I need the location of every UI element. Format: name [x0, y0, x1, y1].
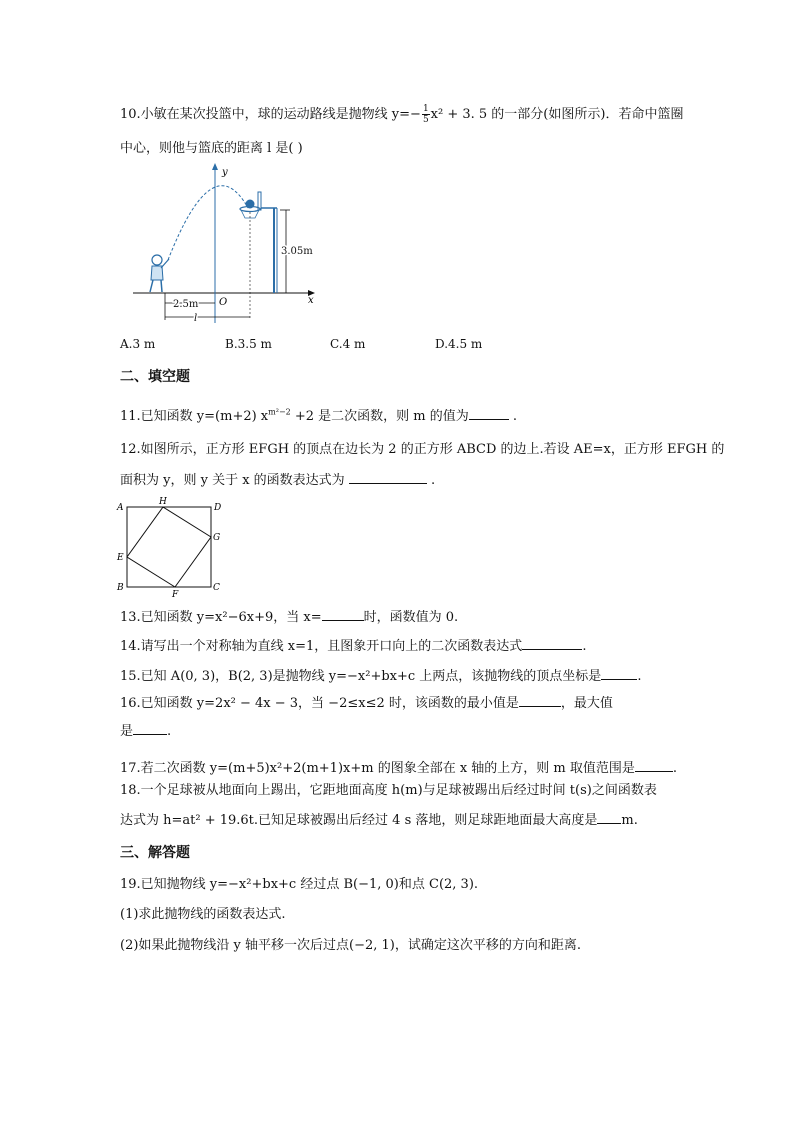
vertex-f-label: F [172, 590, 179, 599]
basketball-figure [128, 160, 328, 325]
q12-answer-blank[interactable] [349, 471, 427, 484]
x-axis-label: x [308, 295, 314, 306]
q10-line-2: 中心，则他与篮底的距离 l 是( ) [120, 141, 303, 156]
square-efgh [127, 507, 211, 587]
q18-line-2 [120, 811, 638, 830]
vertex-h-label: H [159, 497, 167, 507]
vertex-b-label: B [117, 583, 124, 593]
q11-text-c: . [508, 409, 518, 424]
q13-answer-blank[interactable] [322, 608, 364, 621]
q10-option-b[interactable]: B.3.5 m [225, 337, 272, 351]
vertex-d-label: D [214, 503, 222, 513]
q15-line [120, 667, 641, 686]
q11-text-b: +2 是二次函数，则 m 的值为 [290, 409, 469, 424]
q11-answer-blank[interactable] [469, 407, 509, 420]
q16-text-c: 是 [120, 724, 134, 739]
q18-text-b: m. [621, 813, 638, 828]
basketball-icon [246, 200, 255, 209]
vertex-e-label: E [117, 553, 124, 563]
height-label: 3.05m [281, 246, 313, 257]
q16-min-blank[interactable] [519, 694, 561, 707]
q16-text-a: 16.已知函数 y=2x² − 4x − 3，当 −2≤x≤2 时，该函数的最小值是 [120, 696, 519, 711]
q18-answer-blank[interactable] [597, 811, 621, 824]
q12-line-2 [120, 471, 435, 490]
section-2-heading: 二、填空题 [120, 369, 190, 385]
q18-line-1: 18.一个足球被从地面向上踢出，它距地面高度 h(m)与足球被踢出后经过时间 t(s)之间函数表 [120, 783, 657, 798]
q10-fraction [422, 104, 430, 125]
q13-text-a: 13.已知函数 y=x²−6x+9，当 x= [120, 610, 322, 625]
q10-text-b: x² + 3. 5 的一部分(如图所示)．若命中篮圈 [430, 107, 684, 122]
ball-trajectory [168, 186, 248, 260]
q16-line-2 [120, 722, 171, 741]
vertex-g-label: G [213, 533, 221, 543]
q16-max-blank[interactable] [133, 722, 167, 735]
q13-line [120, 608, 458, 627]
q12-text-b: . [426, 473, 436, 488]
q10-option-d[interactable]: D.4.5 m [435, 337, 483, 351]
section-3-heading: 三、解答题 [120, 845, 190, 861]
q12-line-1: 12.如图所示，正方形 EFGH 的顶点在边长为 2 的正方形 ABCD 的边上.若设 AE=x，正方形 EFGH 的 [120, 442, 725, 457]
q18-text-a: 达式为 h=at² + 19.6t.已知足球被踢出后经过 4 s 落地，则足球距地面最大高度是 [120, 813, 598, 828]
q14-line [120, 637, 586, 656]
fraction-denominator: 5 [422, 115, 429, 125]
q10-line-1 [120, 104, 683, 125]
q17-text-a: 17.若二次函数 y=(m+5)x²+2(m+1)x+m 的图象全部在 x 轴的上方，则 m 取值范围是 [120, 761, 635, 776]
q16-text-d: . [167, 724, 172, 739]
q15-text-a: 15.已知 A(0, 3)，B(2, 3)是抛物线 y=−x²+bx+c 上两点，该抛物线的顶点坐标是 [120, 669, 602, 684]
q15-answer-blank[interactable] [601, 667, 637, 680]
y-axis-arrow-icon [212, 163, 218, 170]
q14-text-b: . [582, 639, 587, 654]
q16-line-1 [120, 694, 613, 713]
q11-line [120, 407, 517, 426]
q10-option-a[interactable]: A.3 m [120, 337, 156, 351]
fraction-numerator: 1 [422, 104, 429, 114]
q17-line [120, 759, 677, 778]
q19-line-1: 19.已知抛物线 y=−x²+bx+c 经过点 B(−1, 0)和点 C(2, 3). [120, 877, 479, 892]
vertex-c-label: C [213, 583, 220, 593]
q17-text-b: . [672, 761, 678, 776]
q10-text-a: 10.小敏在某次投篮中，球的运动路线是抛物线 y=− [120, 107, 421, 122]
square-figure [115, 497, 230, 599]
player-figure [150, 255, 169, 292]
q16-text-b: ，最大值 [560, 696, 613, 711]
y-axis-label: y [222, 167, 228, 178]
q14-text-a: 14.请写出一个对称轴为直线 x=1，且图象开口向上的二次函数表达式 [120, 639, 523, 654]
q14-answer-blank[interactable] [522, 637, 582, 650]
q12-text-a: 面积为 y，则 y 关于 x 的函数表达式为 [120, 473, 349, 488]
square-abcd [127, 507, 211, 587]
q15-text-b: . [637, 669, 642, 684]
q11-exponent: m²−2 [268, 407, 291, 417]
dist-label: 2.5m [173, 299, 199, 310]
origin-label: O [219, 297, 228, 308]
q11-text-a: 11.已知函数 y=(m+2) x [120, 409, 269, 424]
q19-part-2: (2)如果此抛物线沿 y 轴平移一次后过点(−2, 1)，试确定这次平移的方向和距离. [120, 938, 581, 953]
l-label: l [194, 313, 198, 324]
basketball-hoop [240, 192, 277, 293]
q19-part-1: (1)求此抛物线的函数表达式. [120, 907, 286, 922]
q10-option-c[interactable]: C.4 m [330, 337, 366, 351]
q17-answer-blank[interactable] [635, 759, 673, 772]
q13-text-b: 时，函数值为 0. [363, 610, 459, 625]
vertex-a-label: A [117, 503, 124, 513]
